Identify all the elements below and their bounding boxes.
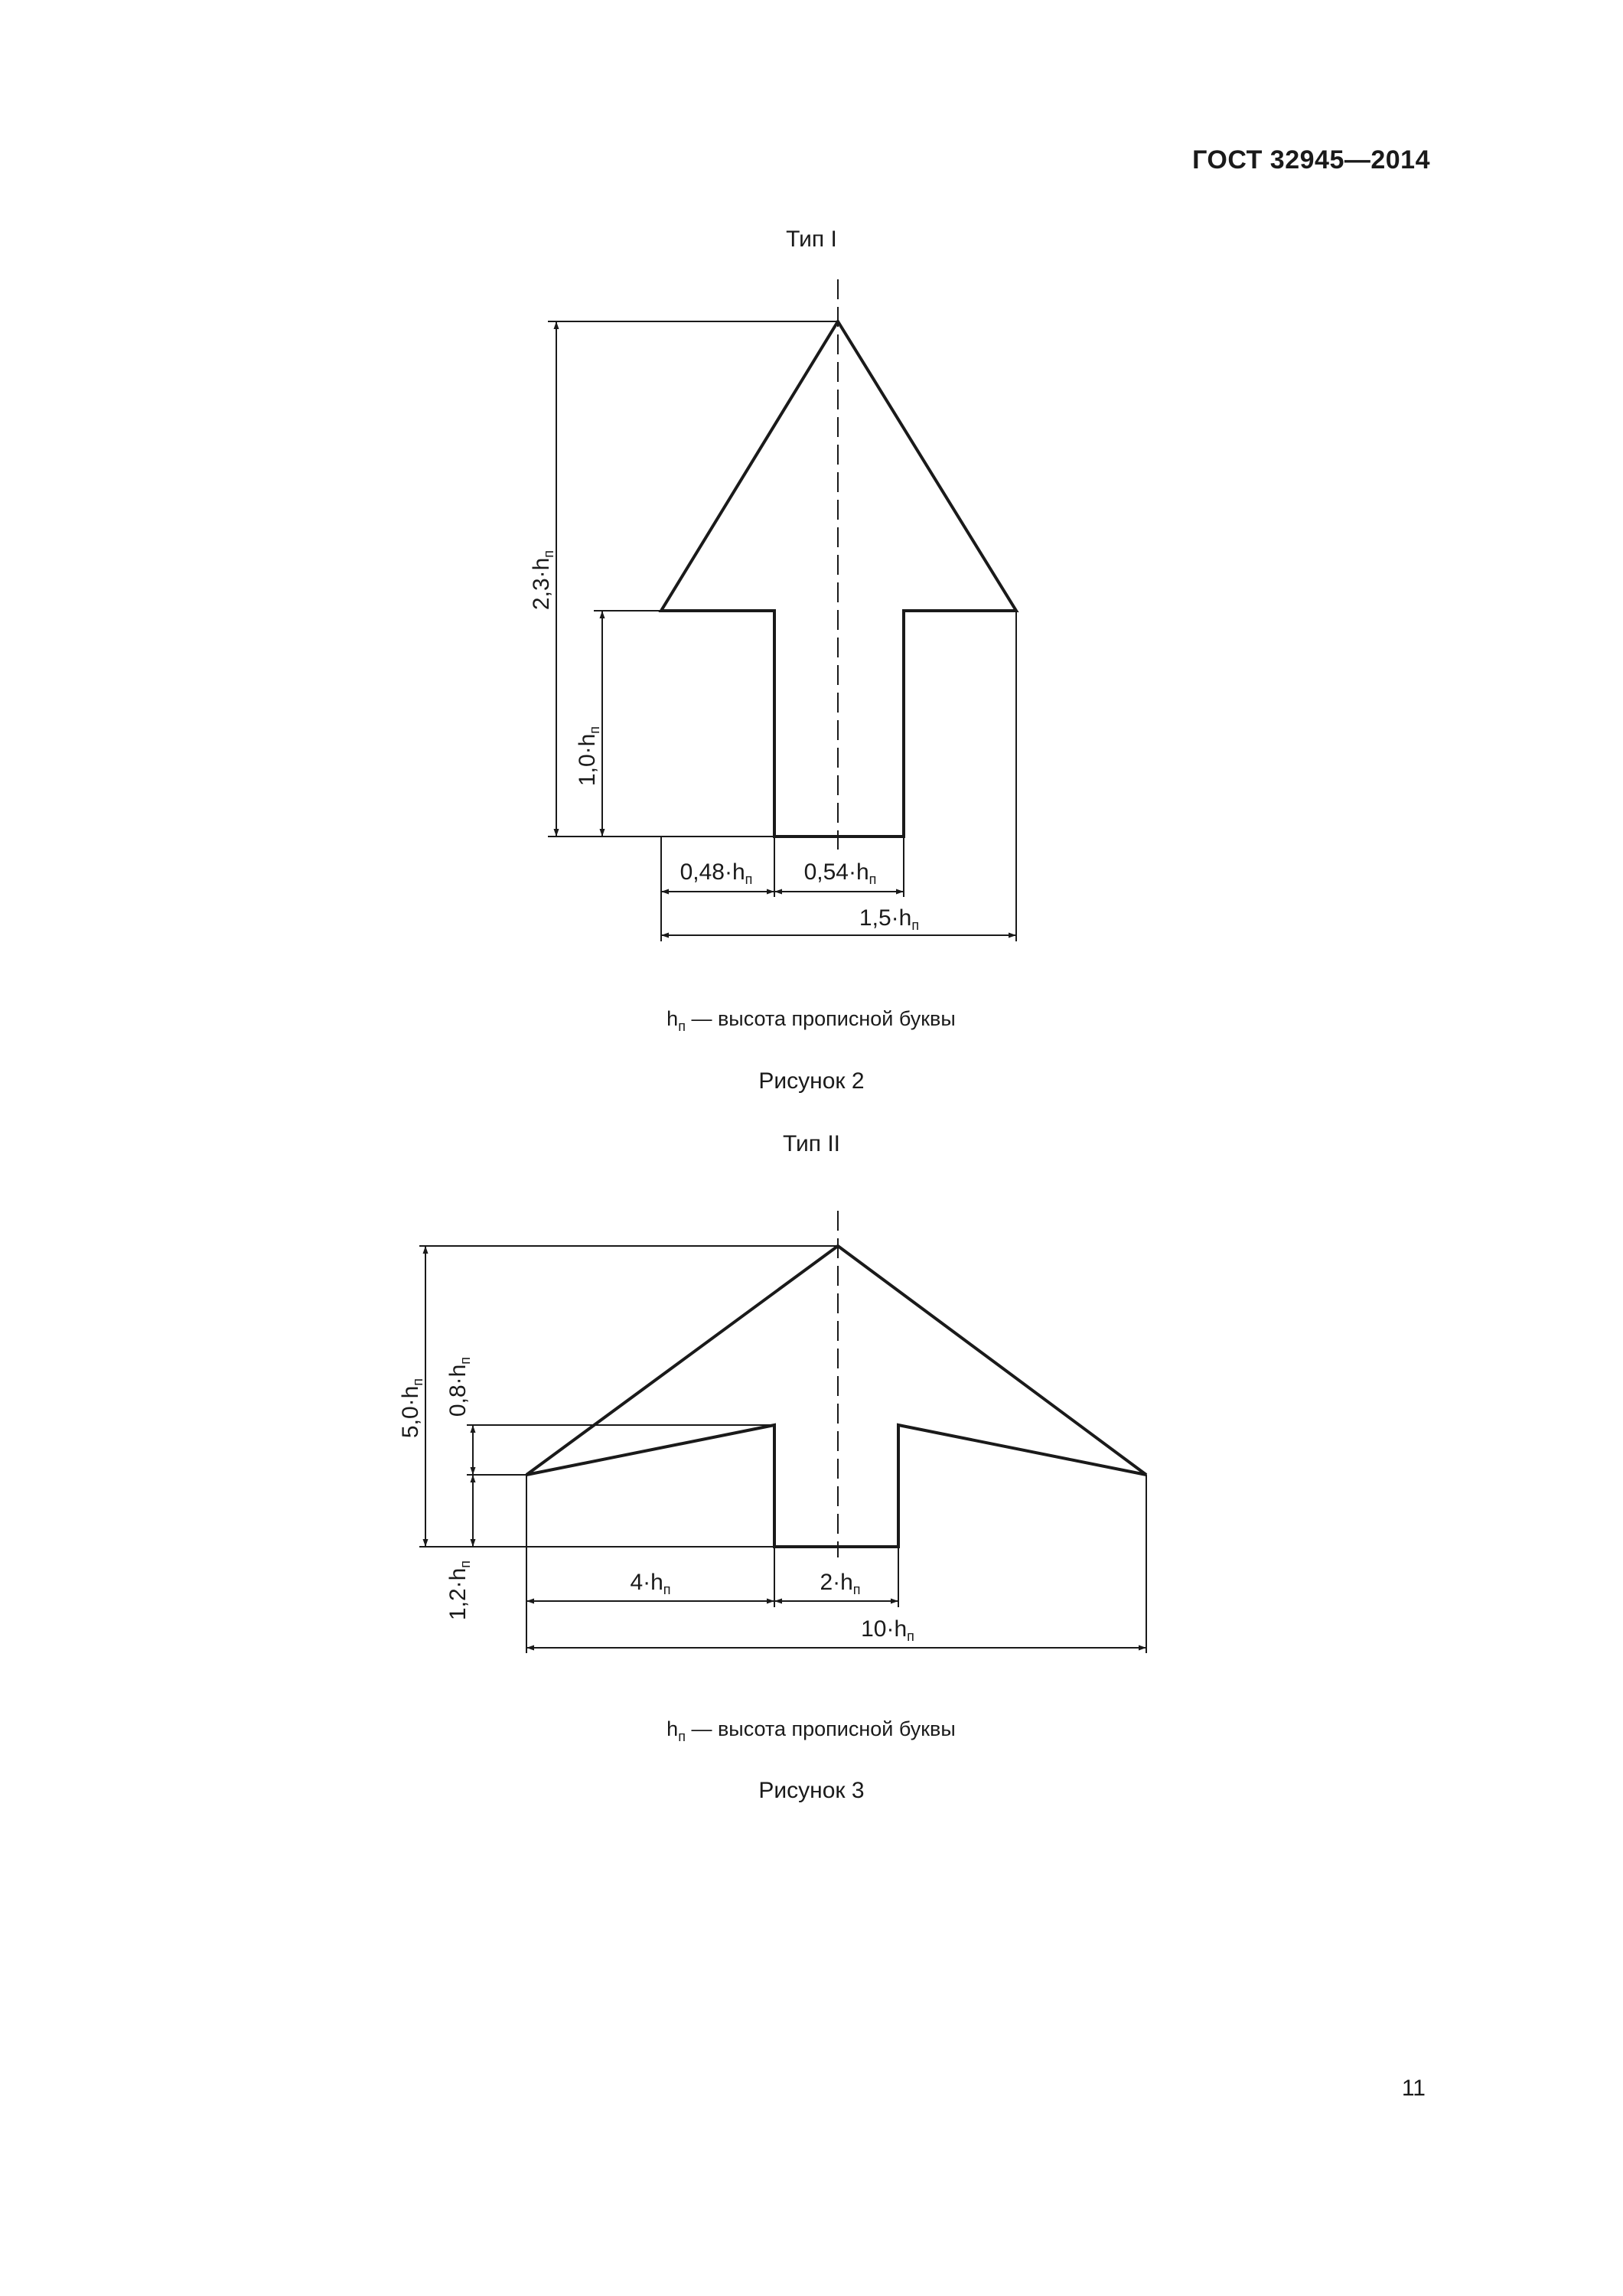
figure2-label-total-width: $1,5\cdot h_п$ [859,905,920,933]
figure2-legend: $h_п$ — высота прописной буквы [666,1007,956,1034]
figure3-caption: Рисунок 3 [758,1778,865,1803]
figure2-caption: Рисунок 2 [758,1068,865,1094]
figure3-type-label: Тип II [782,1131,840,1156]
figure2-label-total-height: $2,3\cdot h_п$ [529,550,556,611]
figure3-label-gap-width: $2\cdot h_п$ [820,1570,861,1597]
figure3-label-notch-height: $0,8\cdot h_п$ [445,1356,473,1417]
figure3-label-left-width: $4\cdot h_п$ [630,1570,671,1597]
figure2-label-gap-width: $0,54\cdot h_п$ [803,859,877,887]
page-number: 11 [1401,2076,1426,2101]
figure2-label-left-width: $0,48\cdot h_п$ [680,859,753,887]
figure3-arrow-outline [526,1246,1146,1547]
figure2-type-label: Тип I [786,227,837,252]
figure3-legend: $h_п$ — высота прописной буквы [666,1717,956,1744]
figure3-label-base-height: $1,2\cdot h_п$ [445,1560,473,1621]
figure3-label-total-height: $5,0\cdot h_п$ [398,1378,425,1439]
figure3-label-total-width: $10\cdot h_п$ [861,1616,914,1644]
document-standard-number: ГОСТ 32945—2014 [1192,145,1430,174]
figure2-label-stem-height: $1,0\cdot h_п$ [575,726,602,787]
